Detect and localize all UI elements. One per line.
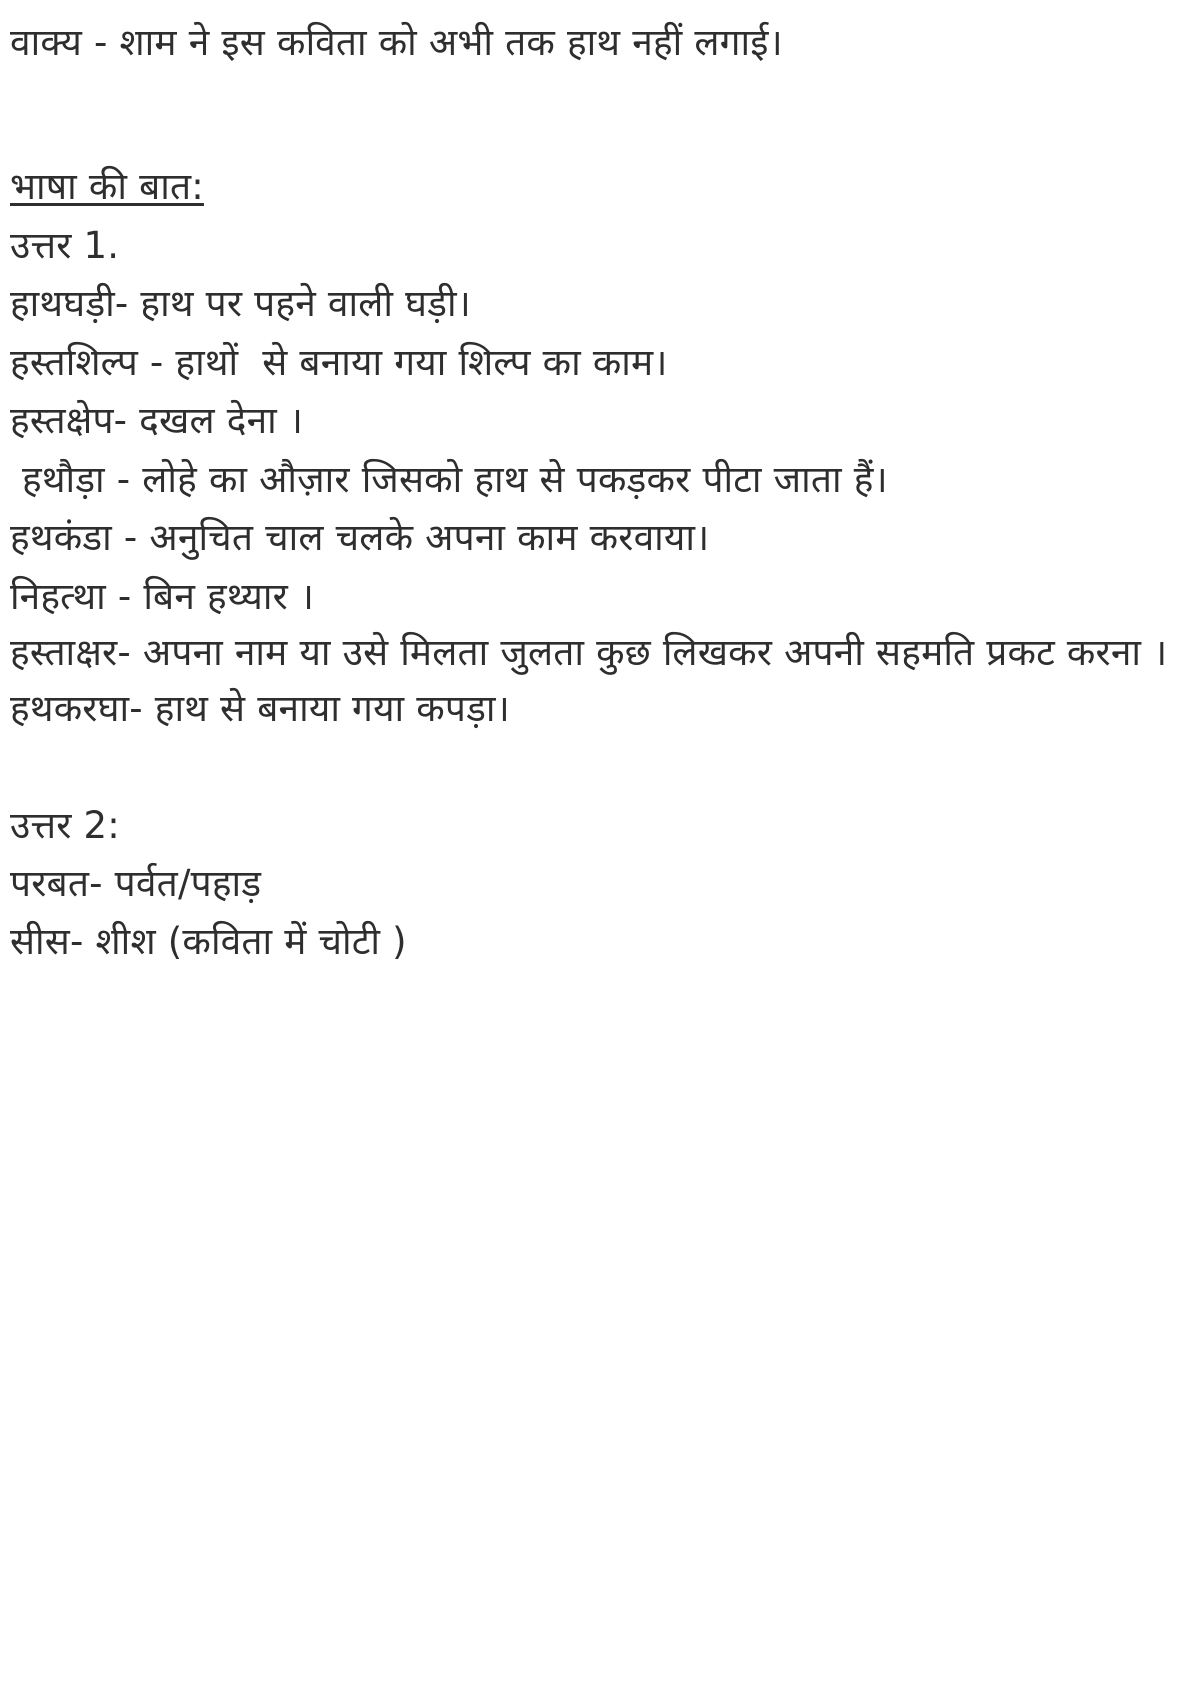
gap-after-sentence — [10, 72, 1173, 158]
word-meaning-haathghadi: हाथघड़ी- हाथ पर पहने वाली घड़ी। — [10, 282, 471, 326]
word-meaning-nihattha: निहत्था - बिन हथ्यार । — [10, 574, 315, 618]
word-meaning-parbat: परबत- पर्वत/पहाड़ — [10, 862, 262, 905]
answer-1-label: उत्तर 1. — [10, 223, 120, 267]
word-meaning-hastakshep: हस्तक्षेप- दखल देना । — [10, 399, 304, 443]
answer-2-label: उत्तर 2: — [10, 803, 120, 847]
word-meaning-hathauda: हथौड़ा - लोहे का औज़ार जिसको हाथ से पकड़कर पीटा जाता हैं। — [10, 457, 888, 501]
sentence-example-line: वाक्य - शाम ने इस कविता को अभी तक हाथ नहीं लगाई। — [10, 21, 783, 64]
word-meaning-hathkanda: हथकंडा - अनुचित चाल चलके अपना काम करवाया। — [10, 516, 710, 560]
gap-before-answer-2 — [10, 739, 1173, 797]
word-meaning-sees: सीस- शीश (कविता में चोटी ) — [10, 920, 407, 964]
word-meaning-hathkargha: हथकरघा- हाथ से बनाया गया कपड़ा। — [10, 687, 510, 731]
document-content — [10, 14, 1173, 972]
word-meaning-hastakshar: हस्ताक्षर- अपना नाम या उसे मिलता जुलता कुछ लिखकर अपनी सहमति प्रकट करना । — [10, 631, 1168, 675]
word-meaning-hastshilp: हस्तशिल्प - हाथों से बनाया गया शिल्प का काम। — [10, 340, 668, 384]
section-heading-bhasha-ki-baat: भाषा की बात: — [10, 165, 204, 209]
